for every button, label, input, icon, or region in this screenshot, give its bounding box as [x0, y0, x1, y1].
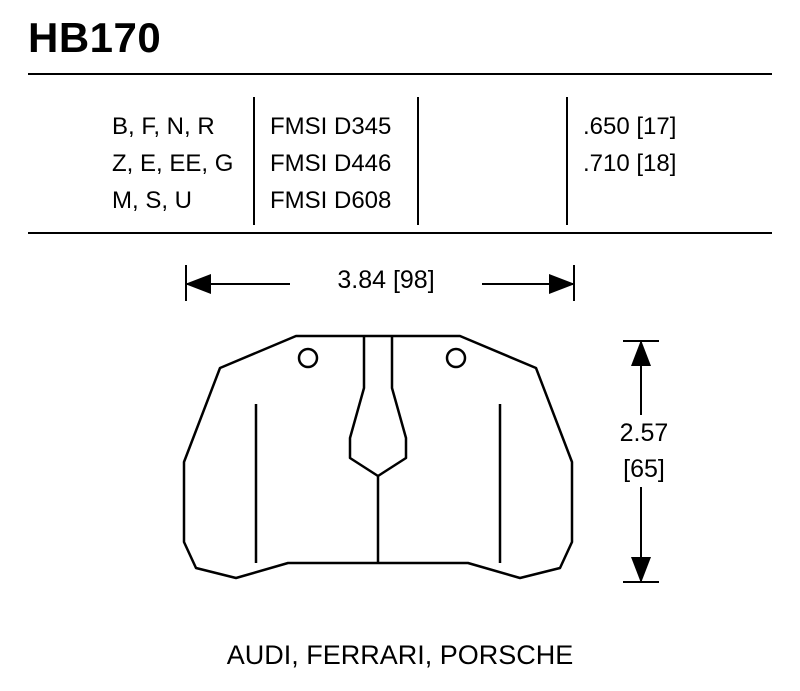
height-dimension-metric: [65] [623, 455, 665, 483]
arrow-up-icon [631, 340, 651, 366]
width-dimension-label: 3.84 [98] [290, 266, 482, 295]
spec-column-divider-3 [566, 97, 568, 225]
height-dimension-label [598, 415, 690, 487]
compound-code-row: M, S, U [112, 187, 193, 214]
compound-code-row: Z, E, EE, G [112, 150, 234, 177]
mounting-hole-right [447, 349, 465, 367]
compound-code-row: B, F, N, R [112, 113, 215, 140]
thickness-row: .710 [18] [583, 150, 677, 177]
height-dimension-value: 2.57 [619, 419, 669, 447]
vehicle-applications: AUDI, FERRARI, PORSCHE [226, 640, 574, 670]
pad-center-notch [350, 336, 406, 476]
arrow-left-icon [185, 274, 211, 294]
fmsi-row: FMSI D345 [270, 113, 392, 140]
brake-pad-drawing [168, 330, 588, 615]
compound-codes-column [112, 108, 233, 219]
fmsi-row: FMSI D446 [270, 150, 392, 177]
arrow-right-icon [549, 274, 575, 294]
arrow-down-icon [631, 557, 651, 583]
thickness-row: .650 [17] [583, 113, 677, 140]
spec-column-divider-1 [253, 97, 255, 225]
thickness-column [583, 108, 676, 182]
part-number: HB170 [28, 14, 162, 61]
mounting-hole-left [299, 349, 317, 367]
fmsi-row: FMSI D608 [270, 187, 392, 214]
header-divider-top [28, 73, 772, 75]
spec-column-divider-2 [417, 97, 419, 225]
header-divider-bottom [28, 232, 772, 234]
fmsi-numbers-column [270, 108, 391, 219]
